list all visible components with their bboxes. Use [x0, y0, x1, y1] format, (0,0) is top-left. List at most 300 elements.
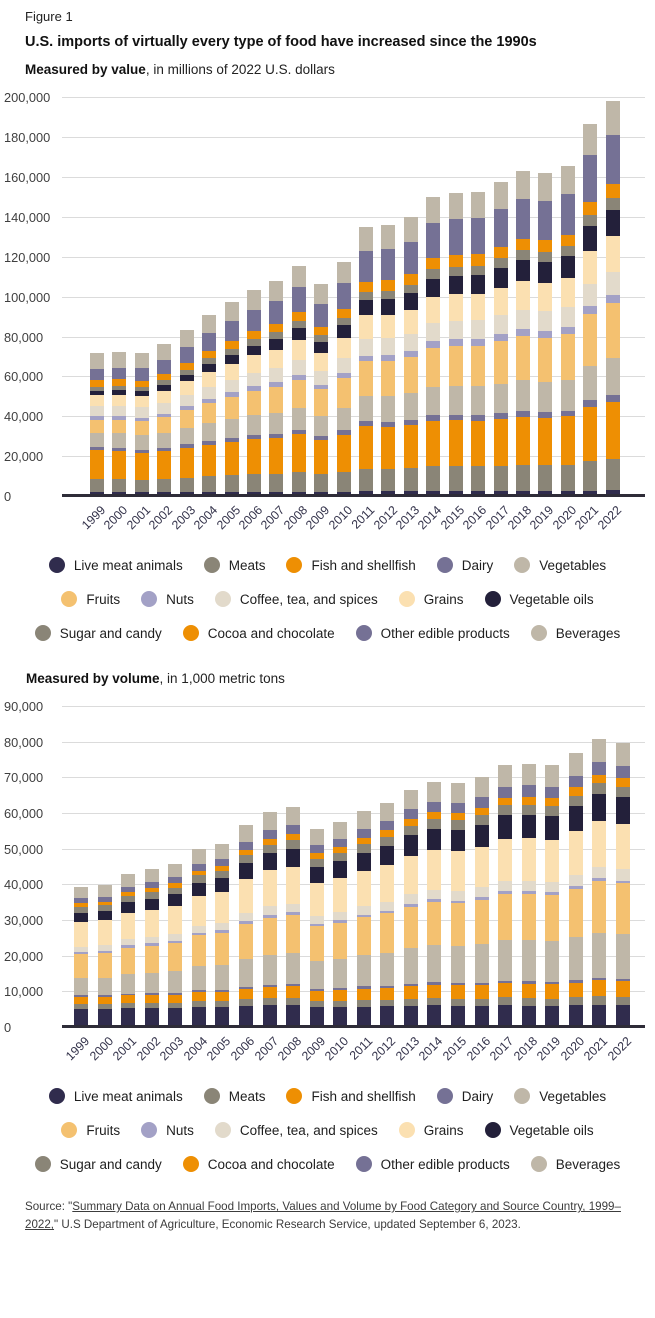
bar-segment-cocoa-and-chocolate	[606, 184, 620, 198]
legend-item-fruits	[61, 591, 120, 607]
bar-segment-grains	[314, 353, 328, 371]
bar-segment-other-edible-products	[357, 829, 371, 838]
bar-2022	[594, 98, 625, 533]
bar-1999	[63, 707, 93, 1064]
legend-item-vegetable-oils	[485, 1122, 594, 1138]
bar-segment-beverages	[310, 829, 324, 845]
legend-swatch-nuts	[141, 591, 157, 607]
bar-segment-sugar-and-candy	[168, 888, 182, 895]
bar-2006	[236, 98, 266, 533]
bar-segment-beverages	[498, 765, 512, 786]
bar-segment-vegetables	[538, 382, 552, 412]
bar-segment-meats	[451, 999, 465, 1006]
legend-swatch-sugar-and-candy	[35, 1156, 51, 1172]
legend-item-coffee-tea-and-spices	[215, 591, 378, 607]
bar-2020	[557, 707, 588, 1064]
bar-segment-coffee-tea-and-spices	[269, 368, 283, 382]
legend-label: Other edible products	[380, 1156, 510, 1172]
bar-segment-fish-and-shellfish	[292, 434, 306, 472]
x-axis-tick-label: 2017	[487, 1034, 517, 1064]
bar-segment-fruits	[90, 420, 104, 433]
bar-segment-beverages	[606, 101, 620, 134]
bar-segment-beverages	[569, 753, 583, 775]
bar-segment-beverages	[263, 812, 277, 830]
bar-2014	[415, 98, 445, 533]
bar-segment-coffee-tea-and-spices	[538, 311, 552, 330]
bar-segment-fish-and-shellfish	[583, 407, 597, 461]
bar-segment-fruits	[471, 346, 485, 387]
bar-segment-grains	[569, 831, 583, 875]
bar-segment-other-edible-products	[569, 776, 583, 788]
legend-label: Fruits	[86, 591, 121, 607]
bar-segment-grains	[426, 297, 440, 323]
bar-segment-fish-and-shellfish	[494, 419, 508, 466]
bar-segment-coffee-tea-and-spices	[494, 315, 508, 334]
bar-segment-coffee-tea-and-spices	[498, 881, 512, 891]
bar-segment-fruits	[310, 926, 324, 961]
bar-segment-vegetable-oils	[545, 816, 559, 840]
x-axis-tick-label: 2020	[549, 503, 580, 533]
legend-swatch-vegetable-oils	[485, 591, 501, 607]
bar-segment-nuts	[606, 295, 620, 303]
bar-segment-other-edible-products	[135, 368, 149, 380]
bar-segment-grains	[404, 310, 418, 334]
bar-segment-beverages	[192, 849, 206, 864]
bar-segment-coffee-tea-and-spices	[561, 307, 575, 327]
bar-segment-fruits	[545, 895, 559, 941]
legend-swatch-vegetable-oils	[485, 1122, 501, 1138]
bar-segment-fruits	[427, 902, 441, 945]
bar-segment-grains	[225, 364, 239, 380]
legend-item-other-edible-products	[356, 625, 510, 641]
bar-2019	[534, 707, 564, 1064]
bar-segment-cocoa-and-chocolate	[522, 797, 536, 805]
x-axis-tick-label: 2016	[460, 503, 490, 533]
bar-segment-sugar-and-candy	[215, 871, 229, 878]
legend-item-cocoa-and-chocolate	[183, 1156, 335, 1172]
bar-segment-fish-and-shellfish	[135, 453, 149, 480]
bar-segment-sugar-and-candy	[516, 250, 530, 260]
bar-segment-beverages	[168, 864, 182, 878]
bar-segment-vegetable-oils	[583, 226, 597, 251]
bar-segment-coffee-tea-and-spices	[157, 403, 171, 414]
bar-segment-other-edible-products	[314, 304, 328, 327]
legend-item-dairy	[437, 557, 494, 573]
value-chart-subtitle-bold: Measured by value	[25, 62, 146, 78]
legend-item-sugar-and-candy	[35, 1156, 162, 1172]
legend-label: Coffee, tea, and spices	[239, 1122, 378, 1138]
bar-segment-beverages	[357, 811, 371, 829]
bar-segment-beverages	[112, 352, 126, 368]
bar-segment-fruits	[215, 933, 229, 965]
bar-segment-meats	[449, 466, 463, 491]
y-axis-tick-label: 120,000	[4, 249, 51, 265]
bar-segment-cocoa-and-chocolate	[404, 274, 418, 285]
bar-segment-other-edible-products	[516, 199, 530, 239]
bar-segment-grains	[545, 840, 559, 882]
bar-segment-cocoa-and-chocolate	[583, 202, 597, 215]
legend-label: Fruits	[86, 1122, 121, 1138]
bar-segment-beverages	[247, 290, 261, 310]
bar-segment-meats	[427, 998, 441, 1005]
y-axis-tick-label: 0	[4, 489, 12, 505]
bar-segment-beverages	[202, 315, 216, 333]
bar-segment-sugar-and-candy	[404, 285, 418, 294]
bar-2002	[146, 98, 176, 533]
bar-segment-vegetables	[192, 966, 206, 990]
x-axis-tick-label: 2013	[392, 503, 423, 533]
bar-segment-fish-and-shellfish	[359, 426, 373, 468]
bar-segment-coffee-tea-and-spices	[616, 869, 630, 880]
x-axis-tick-label: 2003	[168, 503, 198, 533]
bar-segment-cocoa-and-chocolate	[498, 798, 512, 805]
bar-segment-meats	[516, 465, 530, 491]
bar-segment-grains	[494, 288, 508, 316]
y-axis-tick-label: 70,000	[4, 770, 44, 786]
volume-chart-subtitle	[26, 671, 629, 686]
bar-segment-grains	[121, 913, 135, 940]
legend-swatch-meats	[204, 1088, 220, 1104]
bars-row	[79, 98, 625, 533]
x-axis-tick-label: 2009	[298, 1034, 328, 1064]
bar-segment-grains	[74, 922, 88, 947]
x-axis-tick-label: 2010	[322, 1034, 352, 1064]
legend-label: Dairy	[461, 557, 494, 573]
bar-segment-vegetable-oils	[121, 902, 135, 912]
value-chart-subtitle-rest: , in millions of 2022 U.S. dollars	[145, 62, 335, 78]
bar-segment-vegetable-oils	[451, 830, 465, 852]
bar-segment-fruits	[404, 907, 418, 949]
bar-segment-vegetable-oils	[592, 794, 606, 821]
bar-segment-beverages	[404, 217, 418, 242]
figure-label: Figure 1	[25, 9, 73, 24]
bar-segment-cocoa-and-chocolate	[516, 239, 530, 251]
bar-segment-sugar-and-candy	[269, 332, 283, 339]
legend-item-beverages	[531, 1156, 621, 1172]
bar-2017	[482, 98, 512, 533]
bar-2014	[416, 707, 446, 1064]
bar-segment-fish-and-shellfish	[427, 985, 441, 998]
y-axis-tick-label: 100,000	[4, 289, 51, 305]
legend-row	[35, 625, 621, 641]
bar-segment-fruits	[606, 303, 620, 358]
legend-item-vegetables	[514, 557, 606, 573]
volume-chart-plot	[4, 699, 645, 1064]
bar-segment-sugar-and-candy	[381, 291, 395, 299]
bar-segment-sugar-and-candy	[475, 815, 489, 825]
bar-segment-dairy	[606, 395, 620, 402]
bar-segment-coffee-tea-and-spices	[225, 380, 239, 393]
bar-segment-coffee-tea-and-spices	[292, 360, 306, 375]
bar-segment-cocoa-and-chocolate	[269, 324, 283, 333]
bar-segment-vegetables	[583, 366, 597, 401]
bar-segment-fruits	[569, 889, 583, 938]
bar-segment-other-edible-products	[426, 223, 440, 258]
bar-segment-vegetable-oils	[269, 339, 283, 350]
bar-segment-sugar-and-candy	[239, 855, 253, 863]
bar-segment-coffee-tea-and-spices	[333, 912, 347, 920]
bar-segment-vegetables	[569, 937, 583, 980]
bar-segment-beverages	[471, 192, 485, 219]
legend-label: Cocoa and chocolate	[207, 625, 335, 641]
bar-segment-cocoa-and-chocolate	[616, 778, 630, 787]
legend-swatch-fish-and-shellfish	[286, 1088, 302, 1104]
bar-segment-fish-and-shellfish	[98, 997, 112, 1004]
bar-2004	[180, 707, 211, 1064]
legend-label: Live meat animals	[73, 557, 183, 573]
bar-segment-fruits	[263, 918, 277, 955]
bar-segment-coffee-tea-and-spices	[380, 902, 394, 911]
x-axis-tick-label: 2012	[369, 1034, 399, 1064]
legend-label: Vegetables	[539, 1088, 607, 1104]
bar-segment-vegetables	[135, 435, 149, 449]
legend-item-fish-and-shellfish	[286, 557, 415, 573]
bar-2000	[101, 98, 131, 533]
bar-segment-sugar-and-candy	[427, 819, 441, 829]
bar-segment-meats	[583, 461, 597, 491]
bar-segment-sugar-and-candy	[538, 252, 552, 262]
bar-segment-beverages	[427, 782, 441, 802]
bar-segment-other-edible-products	[333, 839, 347, 848]
x-axis-tick-label: 2011	[348, 503, 378, 532]
x-axis-tick-label: 2008	[280, 503, 311, 533]
legend-swatch-fruits	[61, 591, 77, 607]
bar-segment-meats	[157, 479, 171, 492]
bar-segment-fruits	[168, 943, 182, 971]
source-link[interactable]: Summary Data on Annual Food Imports, Values and Volume by Food Category and Source Country, 1999–2022,	[25, 1200, 621, 1232]
bar-segment-nuts	[494, 334, 508, 341]
bar-segment-vegetables	[310, 961, 324, 989]
bar-segment-vegetable-oils	[286, 849, 300, 867]
bar-segment-coffee-tea-and-spices	[247, 373, 261, 387]
bar-segment-grains	[616, 824, 630, 869]
x-axis-tick-label: 2007	[251, 1034, 281, 1064]
x-axis-tick-label: 2015	[437, 503, 468, 533]
bar-segment-vegetables	[180, 428, 194, 444]
bar-segment-beverages	[337, 262, 351, 284]
legend-row	[49, 1088, 606, 1104]
bar-segment-fish-and-shellfish	[606, 402, 620, 459]
bar-segment-cocoa-and-chocolate	[180, 363, 194, 370]
bar-segment-beverages	[225, 302, 239, 321]
legend-swatch-fruits	[61, 1122, 77, 1138]
bar-segment-sugar-and-candy	[357, 844, 371, 853]
legend-label: Nuts	[166, 1122, 194, 1138]
bar-segment-cocoa-and-chocolate	[427, 812, 441, 819]
y-axis-tick-label: 140,000	[4, 209, 51, 225]
bar-segment-nuts	[583, 306, 597, 314]
source-note	[25, 1198, 629, 1234]
bar-segment-sugar-and-candy	[359, 292, 373, 300]
y-axis-tick-label: 20,000	[4, 449, 44, 465]
bar-segment-vegetable-oils	[475, 825, 489, 847]
legend-item-live-meat-animals	[49, 557, 183, 573]
bar-segment-fruits	[475, 900, 489, 944]
bar-segment-fish-and-shellfish	[192, 992, 206, 1001]
bar-segment-other-edible-products	[498, 787, 512, 798]
bar-segment-vegetables	[314, 416, 328, 436]
bar-segment-vegetables	[426, 387, 440, 415]
bar-segment-fruits	[357, 917, 371, 955]
bar-segment-sugar-and-candy	[451, 820, 465, 829]
bar-segment-nuts	[538, 331, 552, 338]
bar-segment-grains	[359, 315, 373, 338]
x-axis-tick-label: 2008	[275, 1034, 305, 1064]
bar-segment-vegetables	[157, 433, 171, 448]
figure-title: U.S. imports of virtually every type of food have increased since the 1990s	[25, 34, 537, 50]
bar-segment-fruits	[516, 336, 530, 380]
legend-label: Beverages	[555, 1156, 621, 1172]
bar-segment-coffee-tea-and-spices	[314, 371, 328, 385]
bar-segment-vegetables	[381, 396, 395, 422]
bar-segment-grains	[135, 396, 149, 407]
bar-segment-fish-and-shellfish	[157, 451, 171, 479]
bar-segment-coffee-tea-and-spices	[180, 395, 194, 407]
legend-label: Vegetable oils	[509, 1122, 594, 1138]
bar-segment-vegetable-oils	[538, 262, 552, 283]
legend-label: Grains	[423, 1122, 464, 1138]
bar-segment-coffee-tea-and-spices	[471, 320, 485, 339]
bar-segment-fish-and-shellfish	[449, 420, 463, 466]
bar-segment-fruits	[192, 935, 206, 966]
bar-2005	[204, 707, 234, 1064]
y-axis-tick-label: 200,000	[4, 90, 51, 106]
bar-segment-meats	[380, 1000, 394, 1007]
y-axis-tick-label: 50,000	[4, 841, 44, 857]
bar-segment-vegetables	[592, 933, 606, 978]
x-axis-tick-label: 2004	[180, 1034, 211, 1064]
x-axis-tick-label: 2003	[157, 1034, 187, 1064]
legend-item-vegetables	[514, 1088, 606, 1104]
bar-segment-vegetables	[616, 934, 630, 979]
bar-segment-vegetables	[449, 386, 463, 415]
bar-segment-fish-and-shellfish	[121, 995, 135, 1002]
bar-segment-vegetable-oils	[247, 346, 261, 356]
bar-segment-meats	[545, 999, 559, 1006]
bar-segment-meats	[381, 469, 395, 491]
bar-segment-fish-and-shellfish	[314, 440, 328, 475]
bar-segment-other-edible-products	[451, 803, 465, 813]
legend-swatch-live-meat-animals	[49, 557, 65, 573]
x-axis-tick-label: 2001	[123, 503, 154, 533]
bar-segment-fruits	[449, 346, 463, 386]
bar-2020	[549, 98, 580, 533]
bar-2016	[463, 707, 493, 1064]
bar-segment-fish-and-shellfish	[145, 995, 159, 1003]
bar-segment-coffee-tea-and-spices	[215, 923, 229, 930]
bar-segment-cocoa-and-chocolate	[494, 247, 508, 259]
bar-segment-sugar-and-candy	[333, 853, 347, 861]
legend-label: Beverages	[555, 625, 621, 641]
bar-segment-coffee-tea-and-spices	[583, 284, 597, 306]
bar-segment-coffee-tea-and-spices	[239, 913, 253, 921]
bar-segment-other-edible-products	[561, 194, 575, 235]
bar-2018	[510, 707, 540, 1064]
bar-segment-sugar-and-candy	[606, 198, 620, 210]
bar-2010	[325, 98, 355, 533]
bar-segment-vegetable-oils	[202, 364, 216, 372]
bar-segment-sugar-and-candy	[592, 783, 606, 794]
legend-row	[61, 591, 593, 607]
legend-swatch-dairy	[437, 1088, 453, 1104]
bar-segment-coffee-tea-and-spices	[404, 894, 418, 903]
bar-segment-beverages	[451, 783, 465, 803]
bar-segment-fish-and-shellfish	[522, 984, 536, 998]
bar-2003	[157, 707, 187, 1064]
x-axis-tick-label: 2006	[227, 1034, 258, 1064]
bar-segment-fruits	[522, 894, 536, 941]
bar-segment-other-edible-products	[538, 201, 552, 241]
legend-swatch-other-edible-products	[356, 1156, 372, 1172]
bar-segment-fruits	[145, 946, 159, 973]
bar-segment-grains	[192, 896, 206, 926]
bar-segment-meats	[561, 465, 575, 492]
bar-segment-meats	[202, 476, 216, 492]
bar-segment-sugar-and-candy	[498, 805, 512, 815]
bar-segment-grains	[449, 294, 463, 320]
bar-segment-meats	[471, 466, 485, 491]
bar-segment-grains	[180, 381, 194, 394]
bar-segment-fruits	[286, 915, 300, 953]
bar-segment-vegetables	[239, 959, 253, 987]
bar-segment-vegetable-oils	[357, 853, 371, 871]
bar-segment-beverages	[145, 869, 159, 882]
bar-segment-fish-and-shellfish	[561, 416, 575, 464]
bar-segment-other-edible-products	[475, 797, 489, 808]
legend-label: Live meat animals	[73, 1088, 183, 1104]
bar-segment-fish-and-shellfish	[545, 984, 559, 998]
legend-item-sugar-and-candy	[35, 625, 162, 641]
legend-swatch-coffee-tea-and-spices	[215, 1122, 231, 1138]
bar-segment-other-edible-products	[192, 864, 206, 871]
legend-swatch-live-meat-animals	[49, 1088, 65, 1104]
bar-1999	[79, 98, 109, 533]
value-chart	[4, 90, 645, 547]
bar-segment-vegetables	[404, 393, 418, 420]
bar-segment-beverages	[98, 885, 112, 897]
bar-segment-vegetable-oils	[310, 867, 324, 883]
legend-row	[49, 557, 606, 573]
bar-segment-fruits	[592, 881, 606, 932]
bar-segment-vegetable-oils	[522, 815, 536, 839]
bar-segment-coffee-tea-and-spices	[337, 358, 351, 373]
bar-segment-sugar-and-candy	[310, 859, 324, 867]
bar-segment-coffee-tea-and-spices	[592, 867, 606, 878]
legend-swatch-cocoa-and-chocolate	[183, 1156, 199, 1172]
bar-segment-fruits	[112, 420, 126, 434]
bar-segment-grains	[215, 892, 229, 923]
bar-segment-fruits	[381, 361, 395, 396]
bar-segment-grains	[380, 865, 394, 902]
bar-segment-fish-and-shellfish	[202, 445, 216, 477]
bar-segment-grains	[451, 851, 465, 891]
bar-2001	[123, 98, 154, 533]
bar-segment-fish-and-shellfish	[333, 990, 347, 1001]
bar-segment-fish-and-shellfish	[404, 425, 418, 468]
bar-segment-vegetable-oils	[404, 293, 418, 310]
bar-segment-coffee-tea-and-spices	[426, 323, 440, 342]
bar-segment-other-edible-products	[583, 155, 597, 201]
bar-segment-beverages	[381, 225, 395, 250]
bar-segment-sugar-and-candy	[616, 787, 630, 798]
bar-segment-grains	[263, 870, 277, 906]
x-axis-tick-label: 2002	[146, 503, 176, 533]
bar-segment-grains	[269, 350, 283, 368]
bar-segment-grains	[475, 847, 489, 887]
volume-chart-header	[0, 671, 655, 686]
bar-segment-beverages	[286, 807, 300, 825]
volume-chart	[4, 699, 645, 1078]
